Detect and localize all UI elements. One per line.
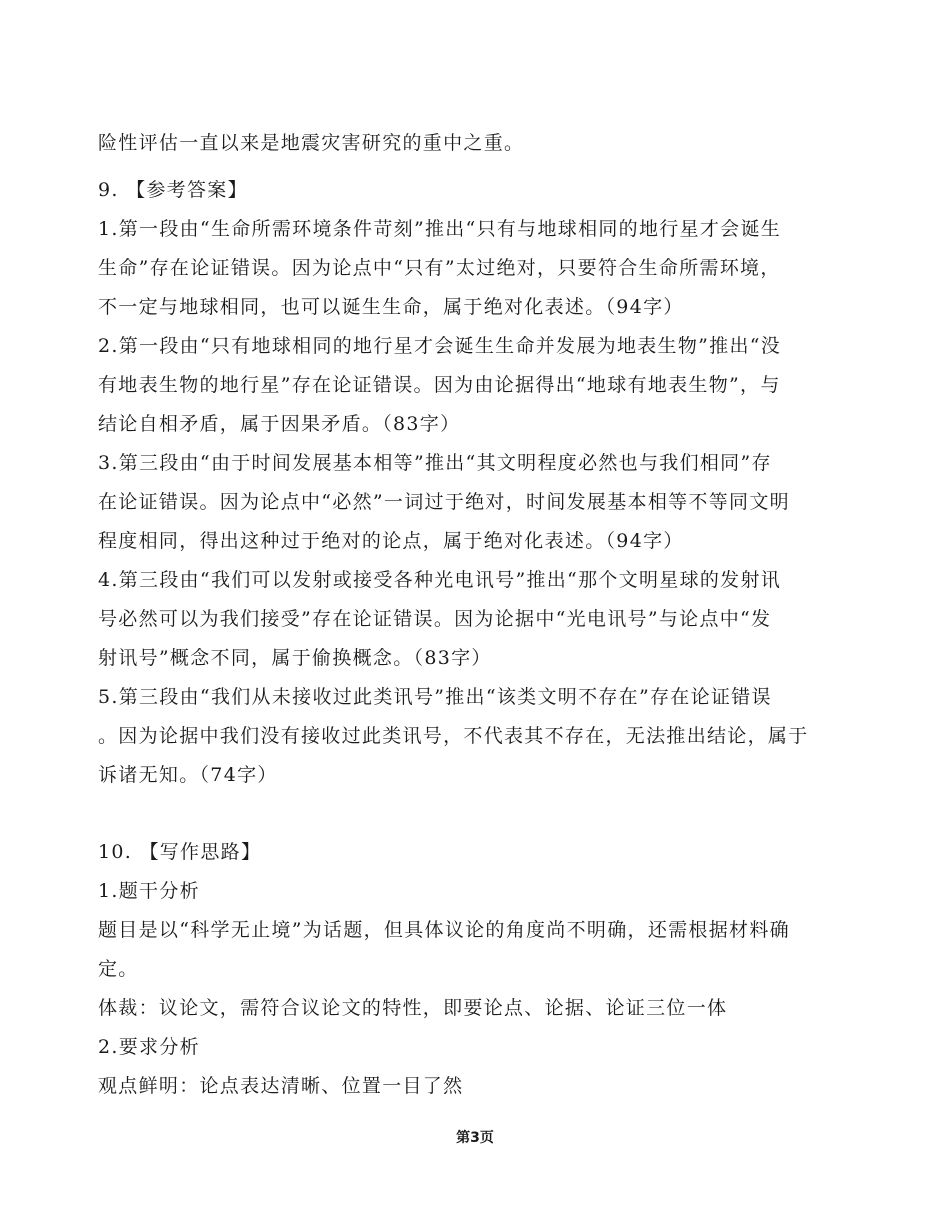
answer-line: 1.第一段由“生命所需环境条件苛刻”推出“只有与地球相同的地行星才会诞生 <box>98 218 782 240</box>
intro-line: 险性评估一直以来是地震灾害研究的重中之重。 <box>98 132 525 154</box>
page-number: 第3页 <box>456 1130 494 1146</box>
writing-line: 体裁：议论文，需符合议论文的特性，即要论点、论据、论证三位一体 <box>98 997 728 1019</box>
writing-line: 定。 <box>98 958 139 980</box>
answer-line: 程度相同，得出这种过于绝对的论点，属于绝对化表述。（94字） <box>98 530 684 552</box>
answer-line: 有地表生物的地行星”存在论证错误。因为由论据得出“地球有地表生物”，与 <box>98 374 781 396</box>
answer-line: 5.第三段由“我们从未接收过此类讯号”推出“该类文明不存在”存在论证错误 <box>98 686 772 708</box>
document-body <box>98 124 858 1106</box>
spacer <box>98 795 858 833</box>
answer-line: 。因为论据中我们没有接收过此类讯号，不代表其不存在，无法推出结论，属于 <box>98 725 809 747</box>
writing-line: 观点鲜明：论点表达清晰、位置一目了然 <box>98 1075 464 1097</box>
spacer <box>98 163 858 171</box>
section-9-heading: 9. 【参考答案】 <box>98 179 248 201</box>
answer-line: 结论自相矛盾，属于因果矛盾。（83字） <box>98 413 461 435</box>
answer-line: 不一定与地球相同，也可以诞生生命，属于绝对化表述。（94字） <box>98 296 684 318</box>
answer-line: 在论证错误。因为论点中“必然”一词过于绝对，时间发展基本相等不等同文明 <box>98 491 790 513</box>
answer-line: 诉诸无知。（74字） <box>98 764 278 786</box>
writing-line: 2.要求分析 <box>98 1036 200 1058</box>
writing-line: 1.题干分析 <box>98 880 200 902</box>
answer-line: 射讯号”概念不同，属于偷换概念。（83字） <box>98 647 492 669</box>
answer-line: 号必然可以为我们接受”存在论证错误。因为论据中“光电讯号”与论点中“发 <box>98 608 772 630</box>
answer-line: 4.第三段由“我们可以发射或接受各种光电讯号”推出“那个文明星球的发射讯 <box>98 569 782 591</box>
section-10-heading: 10. 【写作思路】 <box>98 841 262 863</box>
answer-line: 生命”存在论证错误。因为论点中“只有”太过绝对，只要符合生命所需环境， <box>98 257 781 279</box>
answer-line: 2.第一段由“只有地球相同的地行星才会诞生生命并发展为地表生物”推出“没 <box>98 335 782 357</box>
answer-line: 3.第三段由“由于时间发展基本相等”推出“其文明程度必然也与我们相同”存 <box>98 452 772 474</box>
writing-line: 题目是以“科学无止境”为话题，但具体议论的角度尚不明确，还需根据材料确 <box>98 919 790 941</box>
